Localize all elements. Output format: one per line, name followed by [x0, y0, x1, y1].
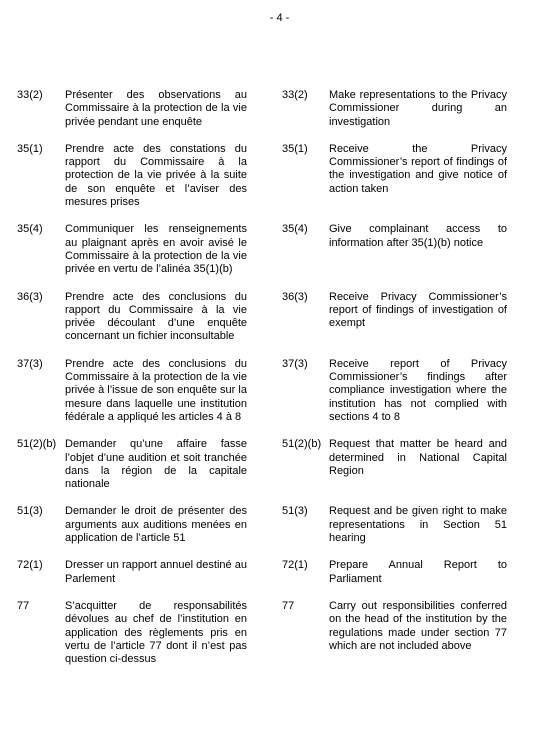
english-column [282, 291, 507, 331]
table-row [0, 438, 559, 491]
section-number-en: 77 [282, 599, 295, 612]
table-row [0, 223, 559, 276]
english-column [282, 505, 507, 545]
english-column [282, 600, 507, 653]
section-number-fr: 77 [17, 599, 30, 612]
description-fr: Prendre acte des constations du rapport du Commissaire à la protection de la vie privée à la suite de son enquête et l’aviser des mesures prises [65, 142, 247, 209]
english-column [282, 223, 507, 250]
english-column [282, 358, 507, 424]
section-number-en: 72(1) [282, 559, 308, 572]
section-number-en: 35(4) [282, 223, 308, 236]
french-column [17, 143, 247, 209]
page-number: - 4 - [269, 12, 290, 24]
english-column [282, 89, 507, 129]
section-number-fr: 72(1) [17, 559, 43, 572]
french-column [17, 223, 247, 276]
table-row [0, 143, 559, 209]
description-en: Receive Privacy Commissioner’s report of findings of investigation of exempt [329, 290, 507, 330]
description-en: Receive the Privacy Commissioner’s report of findings of the investigation and give notice of action taken [329, 142, 507, 195]
english-column [282, 559, 507, 586]
description-fr: Demander le droit de présenter des arguments aux auditions menées en application de l’article 51 [65, 505, 247, 545]
table-row [0, 559, 559, 586]
description-fr: Présenter des observations au Commissaire à la protection de la vie privée pendant une enquête [65, 89, 247, 128]
table-row [0, 358, 559, 424]
description-en: Prepare Annual Report to Parliament [329, 559, 507, 585]
description-fr: S’acquitter de responsabilités dévolues au chef de l’institution en application des règlements pris en vertu de l’article 77 dont il n’est pas question ci-dessus [65, 599, 247, 666]
section-number-fr: 37(3) [17, 357, 43, 370]
description-en: Receive report of Privacy Commissioner’s findings after compliance investigation where the institution has not complied with sections 4 to 8 [329, 357, 507, 423]
section-number-fr: 35(4) [17, 223, 43, 236]
table-row [0, 291, 559, 344]
description-en: Request and be given right to make representations in Section 51 hearing [329, 505, 507, 545]
section-number-en: 33(2) [282, 89, 308, 101]
description-fr: Prendre acte des conclusions du Commissaire à la protection de la vie privée à l’issue de son enquête sur la mesure dans laquelle une institution fédérale a appliqué les articles 4 à 8 [65, 357, 247, 423]
section-number-en: 51(2)(b) [282, 438, 322, 451]
table-row [0, 600, 559, 666]
section-number-fr: 35(1) [17, 142, 43, 155]
description-en: Request that matter be heard and determined in National Capital Region [329, 438, 507, 477]
english-column [282, 143, 507, 196]
description-fr: Communiquer les renseignements au plaignant après en avoir avisé le Commissaire à la protection de la vie privée en vertu de l’alinéa 35(1)(b) [65, 223, 247, 276]
description-en: Carry out responsibilities conferred on the head of the institution by the regulations made under section 77 which are not included above [329, 599, 507, 652]
section-number-fr: 36(3) [17, 290, 43, 303]
section-number-fr: 51(2)(b) [17, 438, 57, 451]
table-row [0, 505, 559, 545]
french-column [17, 600, 247, 666]
section-number-fr: 51(3) [17, 505, 43, 518]
table-row [0, 89, 559, 129]
section-number-fr: 33(2) [17, 89, 43, 101]
section-number-en: 51(3) [282, 505, 308, 518]
english-column [282, 438, 507, 478]
french-column [17, 291, 247, 344]
section-number-en: 36(3) [282, 290, 308, 303]
description-en: Make representations to the Privacy Commissioner during an investigation [329, 89, 507, 128]
description-fr: Prendre acte des conclusions du rapport du Commissaire à la vie privée découlant d’une enquête concernant un fichier inconsultable [65, 290, 247, 343]
section-number-en: 35(1) [282, 142, 308, 155]
section-number-en: 37(3) [282, 357, 308, 370]
french-column [17, 559, 247, 586]
description-fr: Demander qu’une affaire fasse l’objet d’une audition et soit tranchée dans la région de la capitale nationale [65, 438, 247, 491]
description-en: Give complainant access to information after 35(1)(b) notice [329, 223, 507, 249]
french-column [17, 505, 247, 545]
french-column [17, 89, 247, 129]
delegation-table [0, 89, 559, 680]
french-column [17, 358, 247, 424]
description-fr: Dresser un rapport annuel destiné au Parlement [65, 559, 247, 585]
french-column [17, 438, 247, 491]
